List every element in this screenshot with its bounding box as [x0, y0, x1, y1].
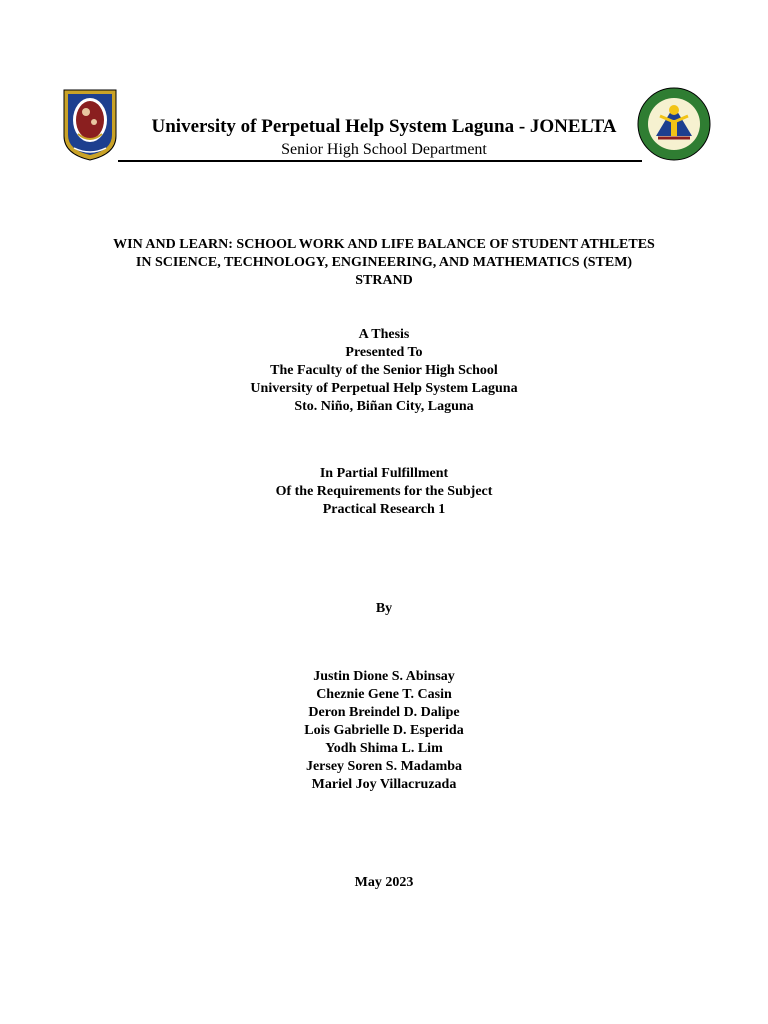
presentation-line: A Thesis: [358, 327, 410, 342]
author-name: Jersey Soren S. Madamba: [305, 759, 463, 774]
fulfillment-line: Practical Research 1: [322, 502, 446, 517]
date-text: May 2023: [354, 875, 414, 890]
author-name: Mariel Joy Villacruzada: [311, 777, 457, 792]
fulfillment-line: In Partial Fulfillment: [319, 466, 449, 481]
thesis-title-line: STRAND: [355, 273, 413, 288]
presentation-line: Presented To: [345, 345, 423, 360]
author-name: Justin Dione S. Abinsay: [313, 669, 455, 684]
by-label: [0, 600, 768, 618]
fulfillment-line: Of the Requirements for the Subject: [275, 484, 493, 499]
fulfillment-statement: [0, 465, 768, 519]
author-name: Yodh Shima L. Lim: [325, 741, 443, 756]
thesis-title-line: WIN AND LEARN: SCHOOL WORK AND LIFE BALANCE OF STUDENT ATHLETES: [113, 237, 655, 252]
presentation-line: The Faculty of the Senior High School: [270, 363, 498, 378]
uphsl-seal-logo-icon: [60, 86, 120, 162]
presentation-statement: [0, 326, 768, 416]
by-text: By: [375, 601, 393, 616]
institution-name: University of Perpetual Help System Laguna - JONELTA: [151, 116, 617, 137]
presentation-line: Sto. Niño, Biñan City, Laguna: [294, 399, 474, 414]
author-name: Deron Breindel D. Dalipe: [308, 705, 460, 720]
thesis-title: [0, 236, 768, 290]
author-name: Cheznie Gene T. Casin: [316, 687, 452, 702]
author-name: Lois Gabrielle D. Esperida: [304, 723, 464, 738]
thesis-title-line: IN SCIENCE, TECHNOLOGY, ENGINEERING, AND MATHEMATICS (STEM): [135, 255, 633, 270]
author-list: [0, 668, 768, 794]
header-divider: [118, 160, 642, 162]
submission-date: [0, 874, 768, 892]
presentation-line: University of Perpetual Help System Laguna: [250, 381, 518, 396]
department-name: Senior High School Department: [281, 141, 487, 158]
